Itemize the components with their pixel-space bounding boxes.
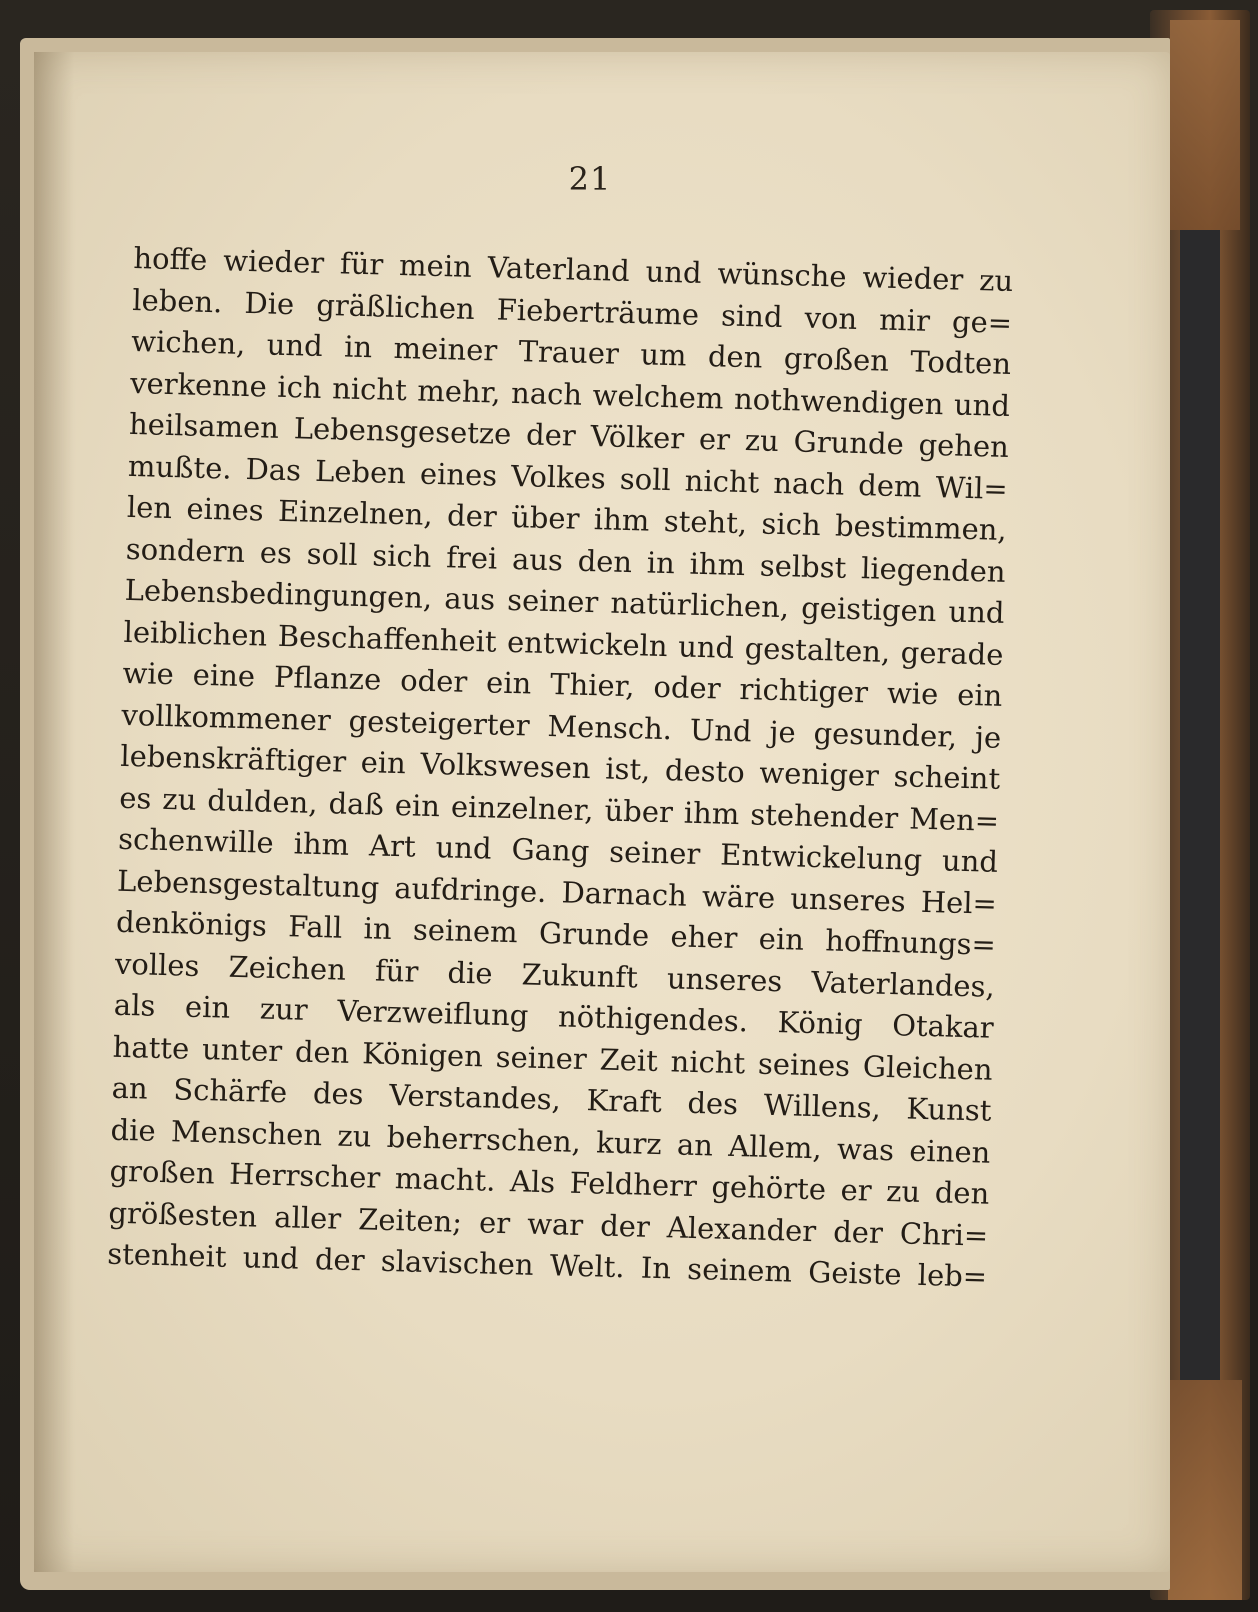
text-line: die Menschen zu beherrschen, kurz an Allem, was einen (110, 1112, 991, 1170)
text-line: als ein zur Verzweiflung nöthigendes. König Otakar (113, 987, 995, 1045)
text-line: schenwille ihm Art und Gang seiner Entwickelung und (117, 821, 999, 879)
text-line: sondern es soll sich frei aus den in ihm selbst liegenden (125, 531, 1007, 589)
text-line: wie eine Pflanze oder ein Thier, oder richtiger wie ein (122, 655, 1003, 713)
text-line: volles Zeichen für die Zukunft unseres Vaterlandes, (114, 946, 996, 1004)
text-line: vollkommener gesteigerter Mensch. Und je gesunder, je (121, 697, 1002, 755)
text-line: es zu dulden, daß ein einzelner, über ihm stehender Men= (118, 780, 1000, 838)
body-text (107, 238, 1014, 1298)
cover-leather-corner-bottom (1168, 1380, 1242, 1600)
text-line: heilsamen Lebensgesetze der Völker er zu Grunde gehen (128, 406, 1010, 464)
text-line: lebenskräftiger ein Volkswesen ist, desto weniger scheint (119, 738, 1001, 796)
gutter-shadow (34, 52, 74, 1572)
text-line: an Schärfe des Verstandes, Kraft des Willens, Kunst (111, 1070, 992, 1128)
text-line: leben. Die gräßlichen Fieberträume sind von mir ge= (131, 282, 1013, 340)
text-line: Lebensbedingungen, aus seiner natürlichen, geistigen und (124, 572, 1005, 630)
text-line: len eines Einzelnen, der über ihm steht, sich bestimmen, (126, 489, 1008, 547)
text-line: wichen, und in meiner Trauer um den großen Todten (130, 323, 1012, 381)
text-line: hoffe wieder für mein Vaterland und wünsche wieder zu (133, 240, 1014, 299)
text-line: großen Herrscher macht. Als Feldherr gehörte er zu den (109, 1153, 990, 1211)
page-number: 21 (568, 160, 612, 198)
text-line: verkenne ich nicht mehr, nach welchem nothwendigen und (129, 365, 1011, 423)
text-line: denkönigs Fall in seinem Grunde eher ein hoffnungs= (115, 904, 997, 962)
text-line: größesten aller Zeiten; er war der Alexander der Chri= (108, 1195, 989, 1253)
cover-dark-band (1180, 230, 1220, 1380)
text-line: Lebensgestaltung aufdringe. Darnach wäre unseres Hel= (116, 863, 998, 921)
text-line: leiblichen Beschaffenheit entwickeln und gestalten, gerade (123, 614, 1004, 672)
text-line: stenheit und der slavischen Welt. In seinem Geiste leb= (106, 1236, 988, 1294)
text-line: mußte. Das Leben eines Volkes soll nicht nach dem Wil= (127, 448, 1009, 506)
text-line: hatte unter den Königen seiner Zeit nicht seines Gleichen (112, 1029, 993, 1087)
cover-leather-corner-top (1170, 20, 1240, 230)
